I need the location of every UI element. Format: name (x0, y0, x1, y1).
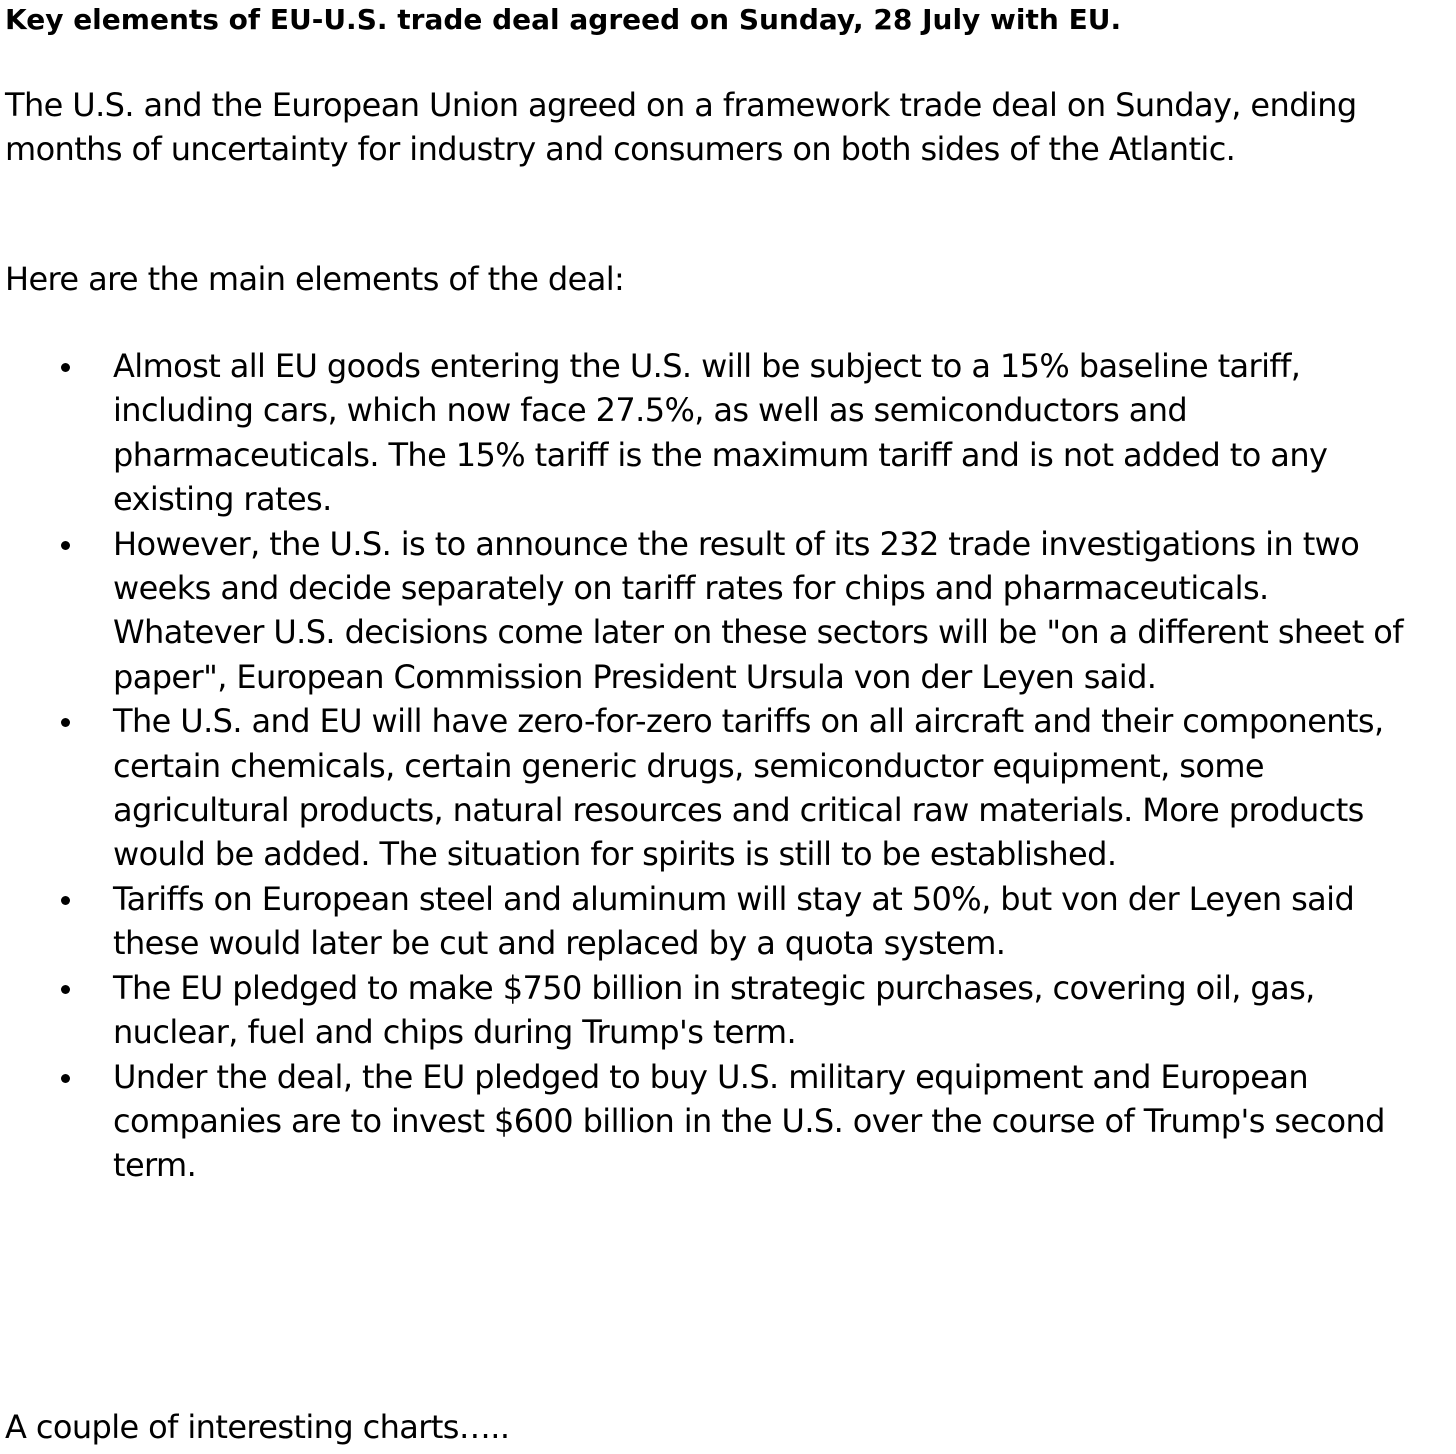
list-item-text: Tariffs on European steel and aluminum will stay at 50%, but von der Leyen said these would later be cut and replaced by a quota system. (113, 879, 1355, 963)
list-item (5, 877, 1425, 966)
bullet-icon (61, 541, 70, 550)
list-item-text: The EU pledged to make $750 billion in strategic purchases, covering oil, gas, nuclear, fuel and chips during Trump's term. (113, 968, 1315, 1052)
lead-paragraph: Here are the main elements of the deal: (5, 260, 625, 298)
list-item-text: However, the U.S. is to announce the result of its 232 trade investigations in two weeks and decide separately on tariff rates for chips and pharmaceuticals. Whatever U.S. decisions come later on these sectors will be "on a different sheet of paper", European Commission President Ursula von der Leyen said. (113, 524, 1403, 696)
list-item (5, 966, 1425, 1055)
list-item-text: Under the deal, the EU pledged to buy U.S. military equipment and European companies are to invest $600 billion in the U.S. over the course of Trump's second term. (113, 1057, 1385, 1185)
list-item (5, 522, 1425, 700)
deal-elements-list (5, 344, 1425, 1188)
bullet-icon (61, 896, 70, 905)
list-item-text: The U.S. and EU will have zero-for-zero tariffs on all aircraft and their components, certain chemicals, certain generic drugs, semiconductor equipment, some agricultural products, natural resources and critical raw materials. More products would be added. The situation for spirits is still to be established. (113, 702, 1384, 874)
list-item-text: Almost all EU goods entering the U.S. will be subject to a 15% baseline tariff, including cars, which now face 27.5%, as well as semiconductors and pharmaceuticals. The 15% tariff is the maximum tariff and is not added to any existing rates. (113, 347, 1328, 519)
document-title: Key elements of EU-U.S. trade deal agreed on Sunday, 28 July with EU. (5, 3, 1122, 36)
bullet-icon (61, 363, 70, 372)
bullet-icon (61, 718, 70, 727)
list-item (5, 344, 1425, 522)
bullet-icon (61, 1074, 70, 1083)
list-item (5, 1055, 1425, 1188)
closing-paragraph: A couple of interesting charts….. (5, 1408, 510, 1446)
bullet-icon (61, 985, 70, 994)
intro-paragraph: The U.S. and the European Union agreed on a framework trade deal on Sunday, ending months of uncertainty for industry and consumers on both sides of the Atlantic. (5, 86, 1357, 168)
list-item (5, 699, 1425, 877)
